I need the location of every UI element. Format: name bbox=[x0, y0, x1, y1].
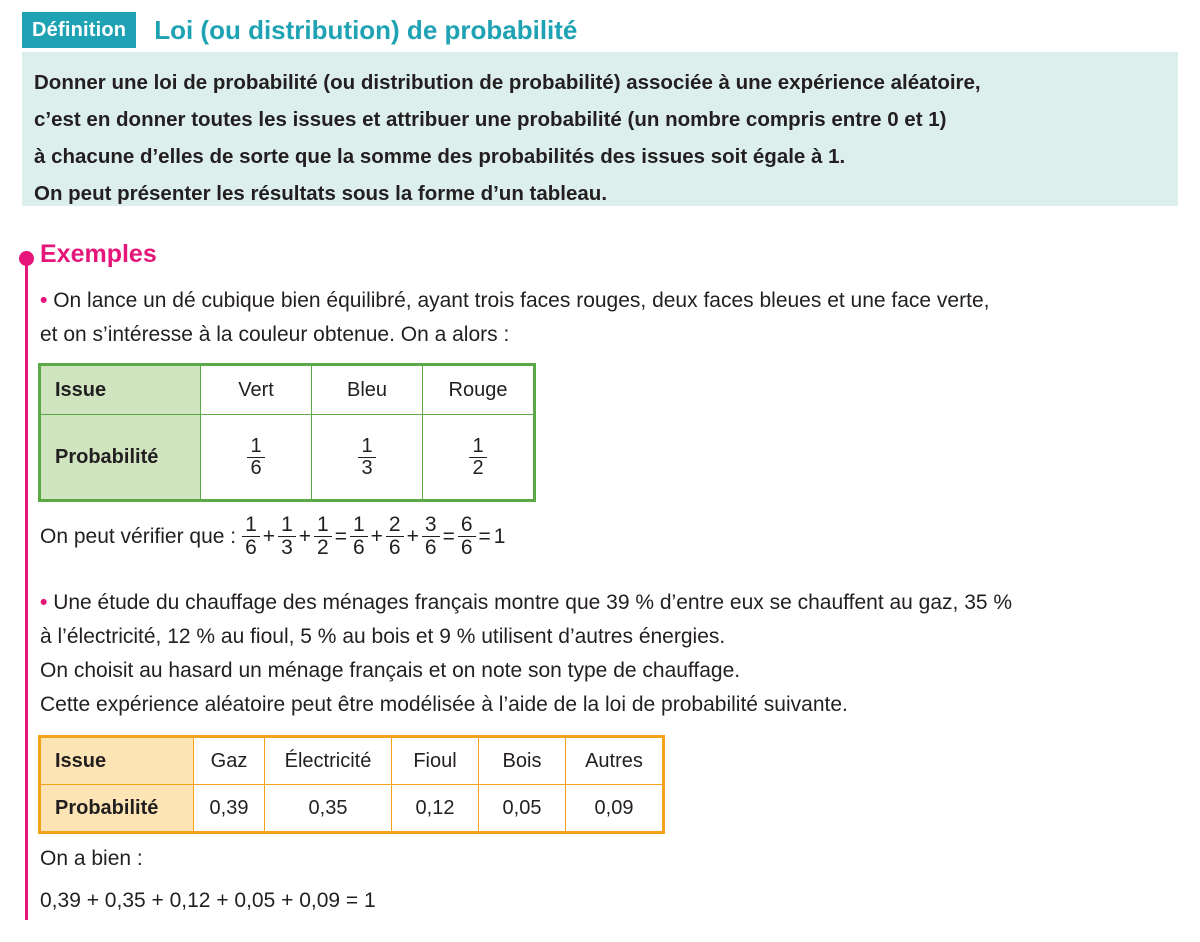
table-cell: 0,39 bbox=[194, 785, 265, 833]
example1-line-2: et on s’intéresse à la couleur obtenue. On a alors : bbox=[40, 323, 510, 346]
verification-label: On peut vérifier que : bbox=[40, 524, 237, 548]
table-cell bbox=[423, 415, 535, 501]
examples-title: Exemples bbox=[40, 240, 157, 268]
table-cell: 0,35 bbox=[265, 785, 392, 833]
fraction: $\frac{2}{6}$ bbox=[386, 514, 404, 559]
table-cell: Autres bbox=[566, 737, 664, 785]
example2-line-2: à l’électricité, 12 % au fioul, 5 % au bois et 9 % utilisent d’autres énergies. bbox=[40, 625, 726, 648]
table-cell: Bleu bbox=[312, 365, 423, 415]
fraction: $\frac{1}{6}$ bbox=[242, 514, 260, 559]
fraction: $\frac{1}{3}$ bbox=[358, 436, 375, 479]
examples-margin-line bbox=[25, 260, 28, 920]
examples-margin-dot bbox=[19, 251, 34, 266]
table-row-issue bbox=[40, 737, 664, 785]
example2-line-4: Cette expérience aléatoire peut être modélisée à l’aide de la loi de probabilité suivante. bbox=[40, 693, 848, 716]
bullet-icon: • bbox=[40, 289, 48, 312]
fraction: $\frac{6}{6}$ bbox=[458, 514, 476, 559]
example2-line-3: On choisit au hasard un ménage français et on note son type de chauffage. bbox=[40, 659, 741, 682]
definition-line-1: Donner une loi de probabilité (ou distribution de probabilité) associée à une expérience aléatoire, bbox=[34, 71, 981, 94]
table-cell: Fioul bbox=[392, 737, 479, 785]
verification-equation: On peut vérifier que : $\frac{1}{6}$ + $\frac{1}{3}$ + $\frac{1}{2}$ = $\frac{1}{6}$ + $\frac{2}{6}$ + $\frac{3}{6}$ = $\frac{6}{6}$ = 1 bbox=[40, 513, 506, 560]
table-row-probability bbox=[40, 415, 535, 501]
fraction: $\frac{1}{2}$ bbox=[314, 514, 332, 559]
fraction: $\frac{1}{2}$ bbox=[469, 436, 486, 479]
definition-line-3: à chacune d’elles de sorte que la somme des probabilités des issues soit égale à 1. bbox=[34, 145, 846, 168]
table-header-probability: Probabilité bbox=[40, 415, 201, 501]
example1-line-1: • On lance un dé cubique bien équilibré, ayant trois faces rouges, deux faces bleues et une face verte, bbox=[40, 289, 990, 312]
definition-line-2: c’est en donner toutes les issues et attribuer une probabilité (un nombre compris entre 0 et 1) bbox=[34, 108, 947, 131]
table-cell: Gaz bbox=[194, 737, 265, 785]
definition-line-4: On peut présenter les résultats sous la forme d’un tableau. bbox=[34, 182, 608, 205]
table-cell: Rouge bbox=[423, 365, 535, 415]
definition-header bbox=[22, 10, 577, 50]
table-row-probability bbox=[40, 785, 664, 833]
example2-line-1: • Une étude du chauffage des ménages français montre que 39 % d’entre eux se chauffent au gaz, 35 % bbox=[40, 591, 1013, 614]
definition-box bbox=[22, 52, 1178, 206]
fraction: $\frac{1}{6}$ bbox=[350, 514, 368, 559]
definition-tag: Définition bbox=[22, 12, 136, 48]
example2-table bbox=[38, 735, 665, 834]
bullet-icon: • bbox=[40, 591, 48, 614]
fraction: $\frac{1}{6}$ bbox=[247, 436, 264, 479]
table-cell: 0,12 bbox=[392, 785, 479, 833]
fraction: $\frac{1}{3}$ bbox=[278, 514, 296, 559]
fraction: $\frac{3}{6}$ bbox=[422, 514, 440, 559]
table-cell: Électricité bbox=[265, 737, 392, 785]
table-cell: Bois bbox=[479, 737, 566, 785]
table-cell bbox=[201, 415, 312, 501]
table-header-probability: Probabilité bbox=[40, 785, 194, 833]
table-cell: 0,09 bbox=[566, 785, 664, 833]
table-cell: 0,05 bbox=[479, 785, 566, 833]
table-cell: Vert bbox=[201, 365, 312, 415]
example2-sum: 0,39 + 0,35 + 0,12 + 0,05 + 0,09 = 1 bbox=[40, 889, 376, 912]
example2-conclusion: On a bien : bbox=[40, 847, 143, 870]
table-header-issue: Issue bbox=[40, 365, 201, 415]
definition-title: Loi (ou distribution) de probabilité bbox=[154, 14, 578, 45]
verification-result: 1 bbox=[493, 524, 506, 548]
table-cell bbox=[312, 415, 423, 501]
table-row-issue bbox=[40, 365, 535, 415]
example1-table bbox=[38, 363, 536, 502]
table-header-issue: Issue bbox=[40, 737, 194, 785]
